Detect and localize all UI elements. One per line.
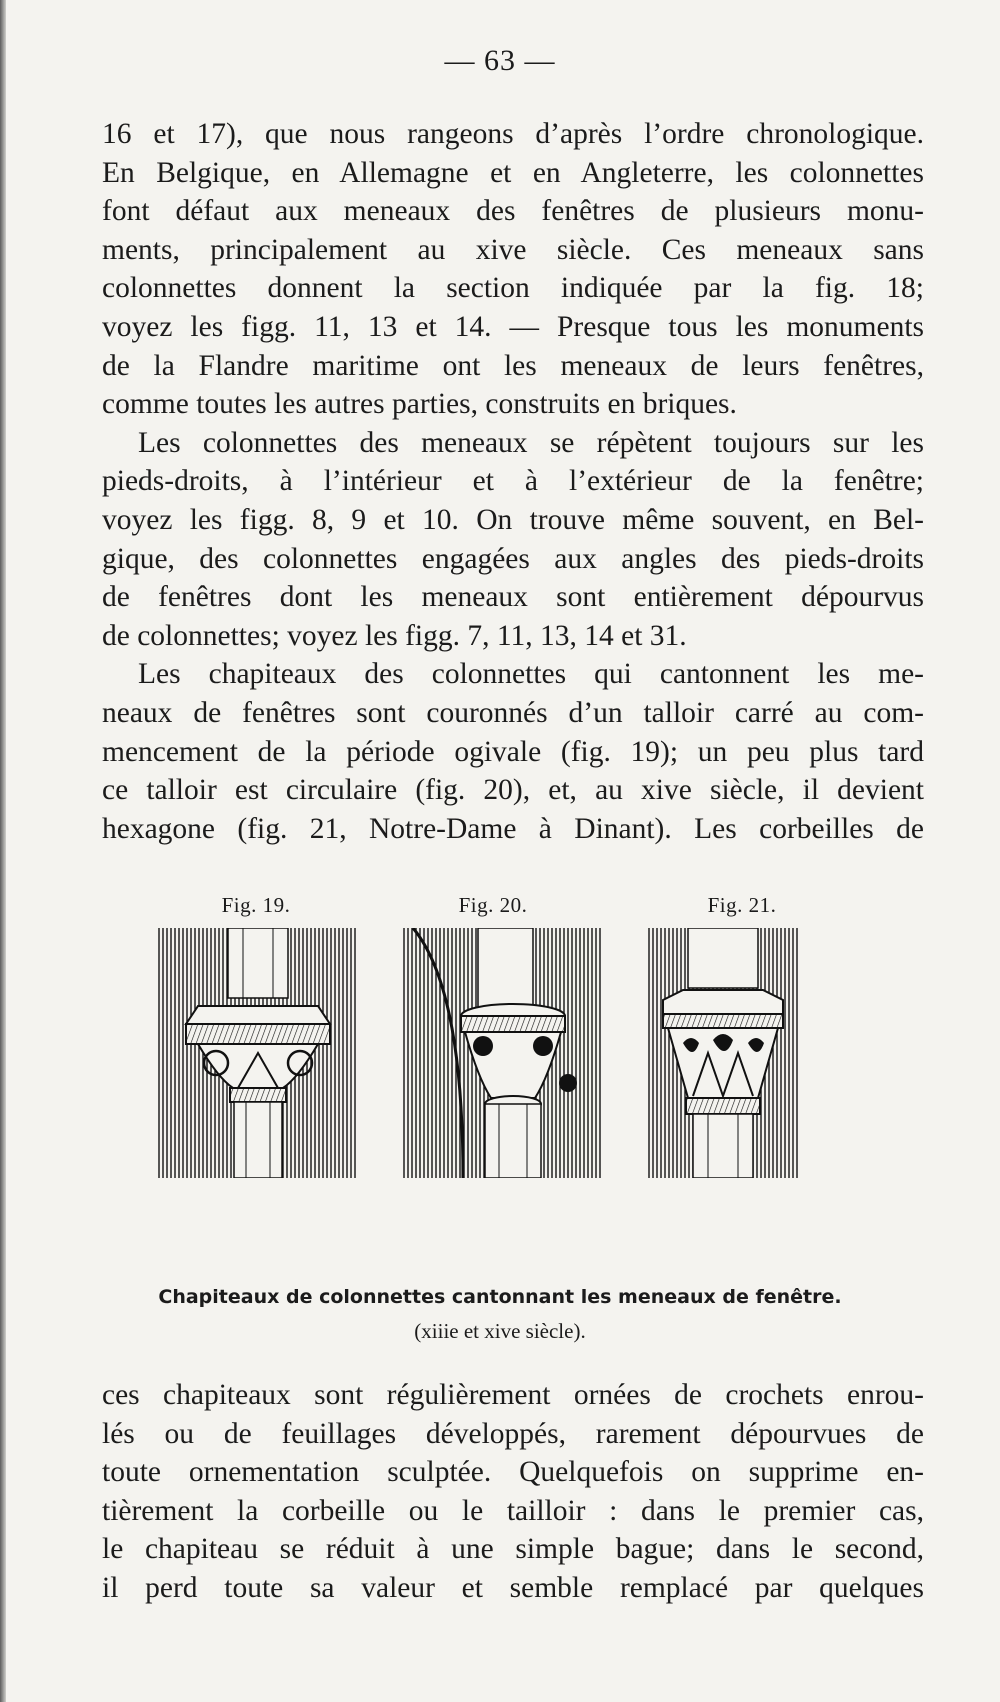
caption-subtitle: (xiiie et xive siècle). xyxy=(414,1319,586,1343)
figure-caption xyxy=(0,1280,1000,1348)
page-number: — 63 — xyxy=(444,44,556,77)
capital-square-illustration xyxy=(158,928,358,1178)
text-line: ments, principalement au xive siècle. Ces meneaux sans xyxy=(102,233,924,266)
paragraph xyxy=(102,1376,924,1608)
text-line: colonnettes donnent la section indiquée par la fig. 18; xyxy=(102,272,924,305)
paragraph xyxy=(102,424,924,656)
text-line: de la Flandre maritime ont les meneaux de leurs fenêtres, xyxy=(102,349,924,382)
text-line: le chapiteau se réduit à une simple bague; dans le second, xyxy=(102,1533,924,1566)
caption-title: Chapiteaux de colonnettes cantonnant les meneaux de fenêtre. xyxy=(158,1286,842,1308)
figure-group xyxy=(158,893,858,1178)
text-line: gique, des colonnettes engagées aux angles des pieds-droits xyxy=(102,542,924,575)
text-line: Les chapiteaux des colonnettes qui cantonnent les me- xyxy=(138,658,924,691)
text-line: tièrement la corbeille ou le tailloir : dans le premier cas, xyxy=(102,1494,924,1527)
text-line: pieds-droits, à l’intérieur et à l’extérieur de la fenêtre; xyxy=(102,465,924,498)
capital-circular-illustration xyxy=(403,928,603,1178)
text-line: voyez les figg. 11, 13 et 14. — Presque tous les monuments xyxy=(102,310,924,343)
text-line: ces chapiteaux sont régulièrement ornées de crochets enrou- xyxy=(102,1379,924,1411)
paragraph xyxy=(102,115,924,424)
text-line: En Belgique, en Allemagne et en Angleterre, les colonnettes xyxy=(102,156,924,189)
figure-label: Fig. 19. xyxy=(221,893,291,917)
text-line: voyez les figg. 8, 9 et 10. On trouve même souvent, en Bel- xyxy=(102,503,924,536)
text-line: hexagone (fig. 21, Notre-Dame à Dinant). Les corbeilles de xyxy=(102,812,924,845)
text-line: lés ou de feuillages développés, rarement dépourvues de xyxy=(102,1417,924,1450)
text-line: 16 et 17), que nous rangeons d’après l’ordre chronologique. xyxy=(102,118,924,150)
capital-hexagonal-illustration xyxy=(648,928,798,1178)
text-line: Les colonnettes des meneaux se répètent toujours sur les xyxy=(138,426,924,459)
binding-edge xyxy=(0,0,6,1702)
text-line: de colonnettes; voyez les figg. 7, 11, 13, 14 et 31. xyxy=(102,619,687,652)
figure-label: Fig. 20. xyxy=(458,893,528,917)
text-line: il perd toute sa valeur et semble remplacé par quelques xyxy=(102,1571,924,1604)
text-line: comme toutes les autres parties, construits en briques. xyxy=(102,388,737,421)
text-block-top xyxy=(102,115,924,848)
text-line: toute ornementation sculptée. Quelquefois on supprime en- xyxy=(102,1456,924,1489)
text-block-bottom xyxy=(102,1376,924,1608)
text-line: neaux de fenêtres sont couronnés d’un talloir carré au com- xyxy=(102,696,924,729)
text-line: de fenêtres dont les meneaux sont entièrement dépourvus xyxy=(102,581,924,614)
figure-label: Fig. 21. xyxy=(707,893,777,917)
text-line: font défaut aux meneaux des fenêtres de plusieurs monu- xyxy=(102,195,924,228)
paragraph xyxy=(102,655,924,848)
text-line: mencement de la période ogivale (fig. 19); un peu plus tard xyxy=(102,735,924,768)
text-line: ce talloir est circulaire (fig. 20), et, au xive siècle, il devient xyxy=(102,774,924,807)
